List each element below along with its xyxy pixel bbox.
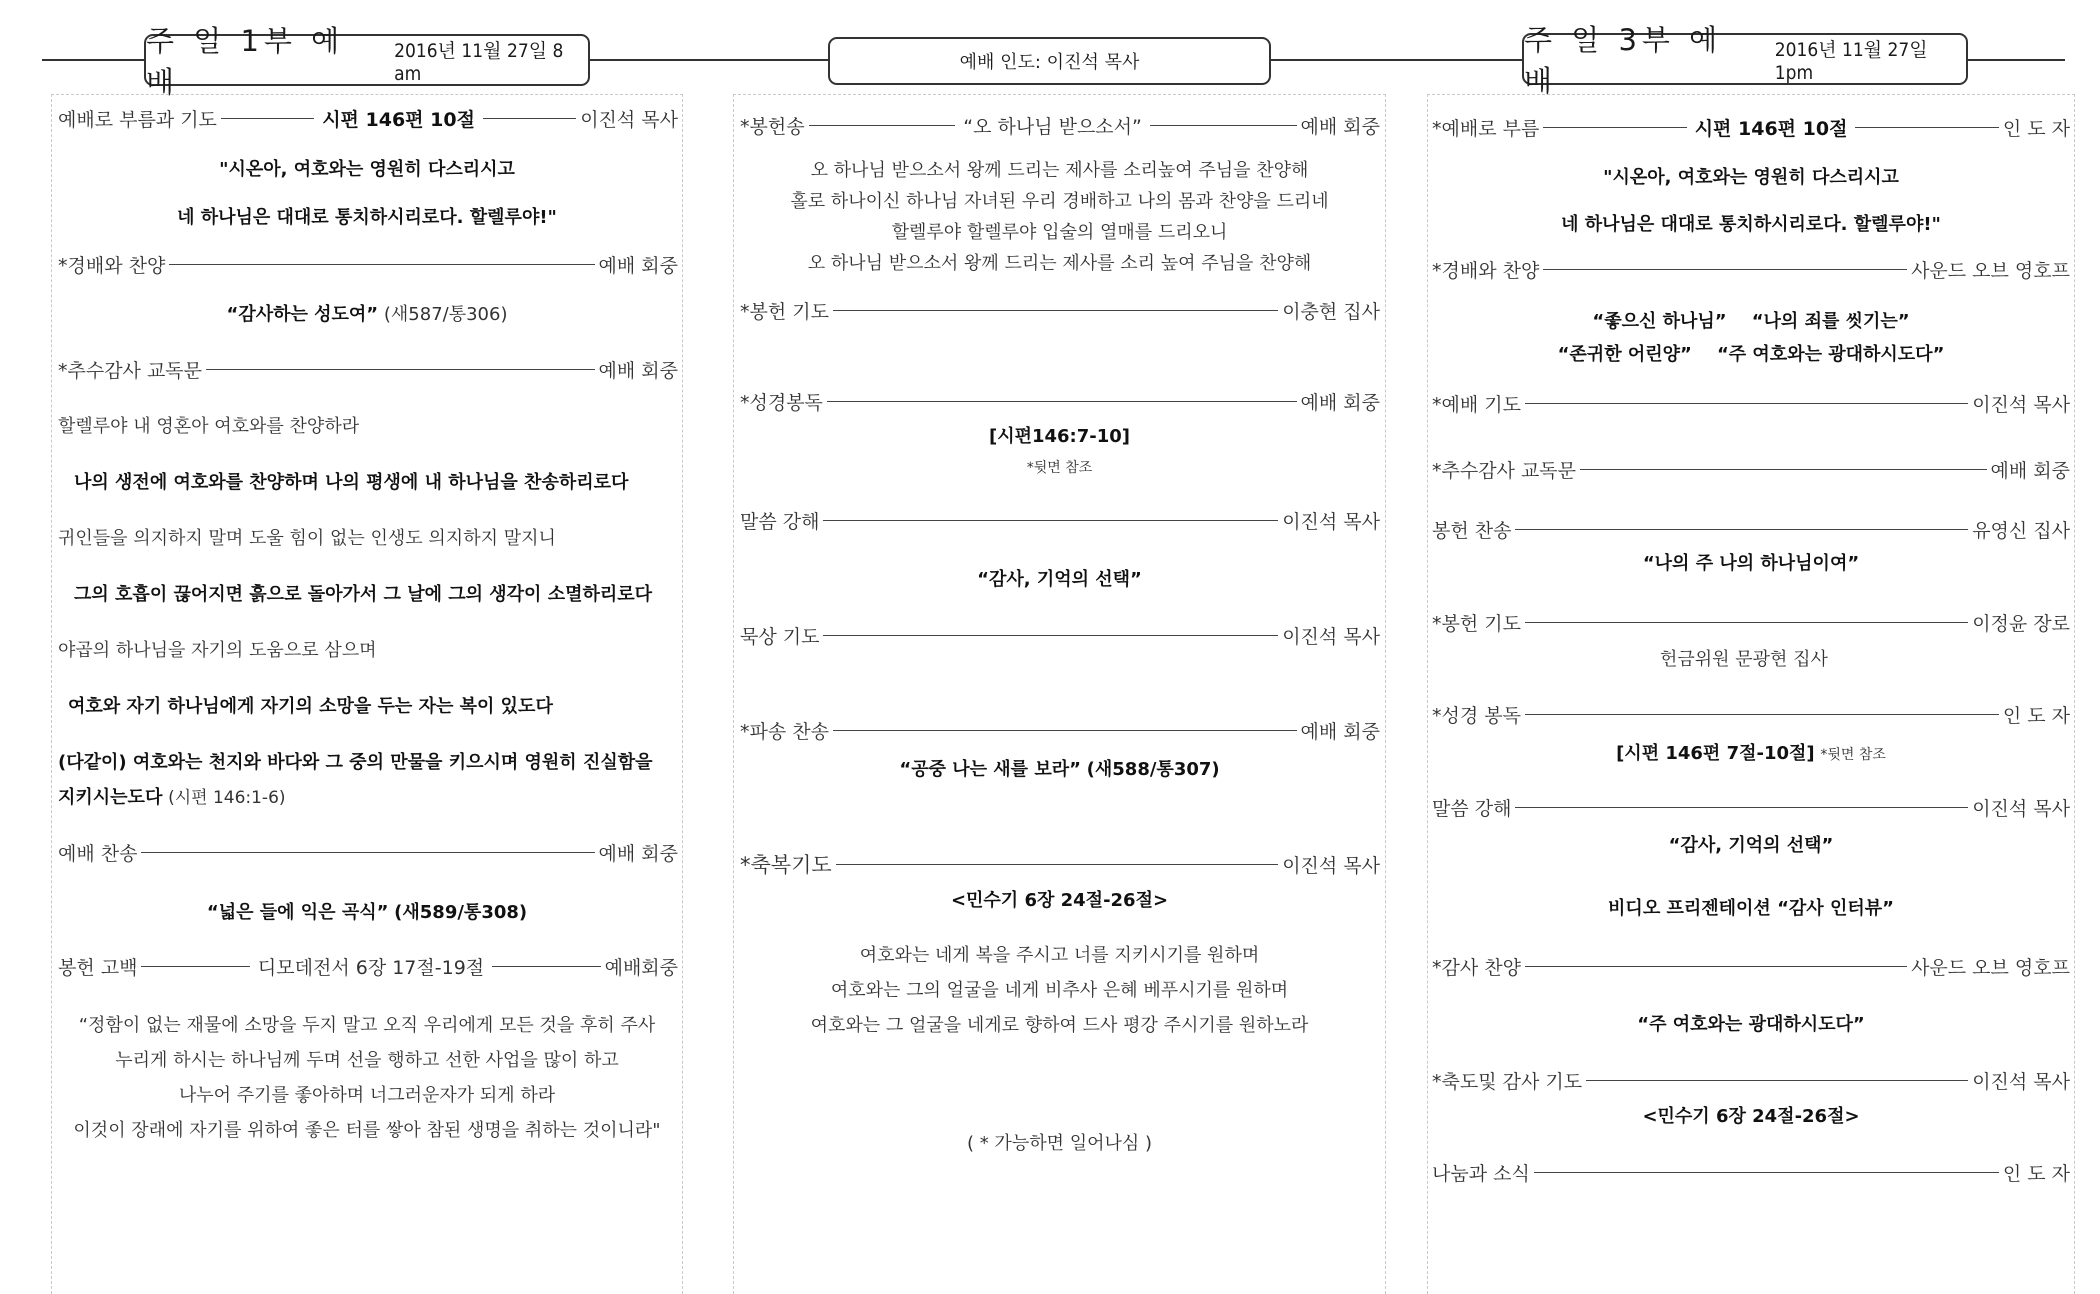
order-row: *예배 기도 이진석 목사 xyxy=(1432,393,2070,416)
order-row: *경배와 찬양 사운드 오브 영호프 xyxy=(1432,259,2070,282)
order-row: *추수감사 교독문 예배 회중 xyxy=(1432,459,2070,482)
order-row: *예배로 부름 시편 146편 10절 인 도 자 xyxy=(1432,117,2070,140)
offering-quote: 나누어 주기를 좋아하며 너그러운자가 되게 하라 xyxy=(178,1085,556,1106)
call-verse-1: "시온아, 여호와는 영원히 다스리시고 xyxy=(219,159,515,180)
order-row: 말씀 강해 이진석 목사 xyxy=(1432,797,2070,820)
worship-leader: 예배 인도: 이진석 목사 xyxy=(959,52,1140,73)
benediction-ref: <민수기 6장 24절-26절> xyxy=(1642,1106,1860,1127)
order-row: 봉헌 고백 디모데전서 6장 17절-19절 예배회중 xyxy=(58,956,679,979)
praise-songs: “존귀한 어린양” “주 여호와는 광대하시도다” xyxy=(1557,344,1945,365)
order-row: 말씀 강해 이진석 목사 xyxy=(740,510,1380,533)
scripture-ref: [시편146:7-10] xyxy=(988,426,1131,447)
order-row: *봉헌송 “오 하나님 받으소서” 예배 회중 xyxy=(740,115,1381,138)
order-row: 나눔과 소식 인 도 자 xyxy=(1432,1162,2070,1185)
order-row: 예배로 부름과 기도 시편 146편 10절 이진석 목사 xyxy=(58,108,679,131)
header-center-box xyxy=(828,37,1271,85)
call-verse-2: 네 하나님은 대대로 통치하시리로다. 할렐루야!" xyxy=(177,207,557,228)
left-service-date: 2016년 11월 27일 8 am xyxy=(394,39,564,85)
offering-quote: “정함이 없는 재물에 소망을 두지 말고 오직 우리에게 모든 것을 후히 주사 xyxy=(78,1015,656,1036)
benediction-ref: <민수기 6장 24절-26절> xyxy=(950,890,1169,911)
offering-quote: 누리게 하시는 하나님께 두며 선을 행하고 선한 사업을 많이 하고 xyxy=(115,1050,619,1071)
order-row: *추수감사 교독문 예배 회중 xyxy=(58,359,678,382)
order-row: 예배 찬송 예배 회중 xyxy=(58,842,678,865)
order-row: *봉헌 기도 이정윤 장로 xyxy=(1432,612,2070,635)
order-row: *축복기도 이진석 목사 xyxy=(740,853,1380,877)
benediction-text: 여호와는 그 얼굴을 네게로 향하여 드사 평강 주시기를 원하노라 xyxy=(810,1015,1309,1036)
order-row: *성경봉독 예배 회중 xyxy=(740,391,1380,414)
offering-song-lyric: 홀로 하나이신 하나님 자녀된 우리 경배하고 나의 몸과 찬양을 드리네 xyxy=(790,191,1329,212)
order-row: *감사 찬양 사운드 오브 영호프 xyxy=(1432,956,2070,979)
benediction-text: 여호와는 그의 얼굴을 네게 비추사 은혜 베푸시기를 원하며 xyxy=(830,980,1289,1001)
responsive-reading: 여호와 자기 하나님에게 자기의 소망을 두는 자는 복이 있도다 xyxy=(68,696,553,717)
right-service-date: 2016년 11월 27일 1pm xyxy=(1774,38,1928,84)
header-left-box xyxy=(144,24,590,99)
offering-song-lyric: 오 하나님 받으소서 왕께 드리는 제사를 소리 높여 주님을 찬양해 xyxy=(807,253,1312,274)
offering-song-title: “나의 주 나의 하나님이여” xyxy=(1642,553,1860,574)
offering-quote: 이것이 장래에 자기를 위하여 좋은 터를 쌓아 참된 생명을 취하는 것이니라" xyxy=(73,1120,661,1141)
sermon-title: “감사, 기억의 선택” xyxy=(977,569,1142,590)
benediction-text: 여호와는 네게 복을 주시고 너를 지키시기를 원하며 xyxy=(859,945,1260,966)
praise-songs: “좋으신 하나님” “나의 죄를 씻기는” xyxy=(1592,311,1910,332)
responsive-reading: 나의 생전에 여호와를 찬양하며 나의 평생에 내 하나님을 찬송하리로다 xyxy=(74,472,629,493)
hymn-title: “넓은 들에 익은 곡식” (새589/통308) xyxy=(206,902,528,923)
responsive-reading: 할렐루야 내 영혼아 여호와를 찬양하라 xyxy=(58,416,360,437)
order-row: *파송 찬송 예배 회중 xyxy=(740,720,1380,743)
order-row: 묵상 기도 이진석 목사 xyxy=(740,625,1380,648)
video-presentation: 비디오 프리젠테이션 “감사 인터뷰” xyxy=(1608,898,1894,919)
hymn-title: “공중 나는 새를 보라” (새588/통307) xyxy=(899,759,1220,780)
responsive-reading: 야곱의 하나님을 자기의 도움으로 삼으며 xyxy=(58,640,377,661)
call-verse-1: "시온아, 여호와는 영원히 다스리시고 xyxy=(1603,167,1899,188)
left-service-title: 주 일 1부 예배 xyxy=(146,24,345,99)
order-row: *축도및 감사 기도 이진석 목사 xyxy=(1432,1070,2070,1093)
call-verse-2: 네 하나님은 대대로 통치하시리로다. 할렐루야!" xyxy=(1561,214,1941,235)
scripture-note: *뒷면 참조 xyxy=(1026,460,1093,476)
responsive-reading: (다같이) 여호와는 천지와 바다와 그 중의 만물을 키으시며 영원히 진실함을 xyxy=(58,752,653,773)
offering-song-lyric: 오 하나님 받으소서 왕께 드리는 제사를 소리높여 주님을 찬양해 xyxy=(810,160,1309,181)
responsive-reading: 그의 호흡이 끊어지면 흙으로 돌아가서 그 날에 그의 생각이 소멸하리로다 xyxy=(74,584,653,605)
sermon-title: “감사, 기억의 선택” xyxy=(1668,835,1834,856)
order-row: *봉헌 기도 이충현 집사 xyxy=(740,300,1380,323)
scripture-ref: [시편 146편 7절-10절] *뒷면 참조 xyxy=(1616,743,1886,764)
header-right-box xyxy=(1522,23,1968,98)
order-row: 봉헌 찬송 유영신 집사 xyxy=(1432,519,2070,542)
responsive-reading: 지키시는도다 (시편 146:1-6) xyxy=(58,787,286,808)
stand-note: ( * 가능하면 일어나심 ) xyxy=(966,1133,1153,1154)
hymn-title: “감사하는 성도여” (새587/통306) xyxy=(226,304,508,325)
right-service-title: 주 일 3부 예배 xyxy=(1524,23,1723,98)
order-row: *성경 봉독 인 도 자 xyxy=(1432,704,2070,727)
offering-song-lyric: 할렐루야 할렐루야 입술의 열매를 드리오니 xyxy=(891,222,1228,243)
responsive-reading: 귀인들을 의지하지 말며 도울 힘이 없는 인생도 의지하지 말지니 xyxy=(58,528,556,549)
thanks-song-title: “주 여호와는 광대하시도다” xyxy=(1637,1014,1865,1035)
order-row: *경배와 찬양 예배 회중 xyxy=(58,254,678,277)
offering-committee: 헌금위원 문광현 집사 xyxy=(1660,649,1828,670)
